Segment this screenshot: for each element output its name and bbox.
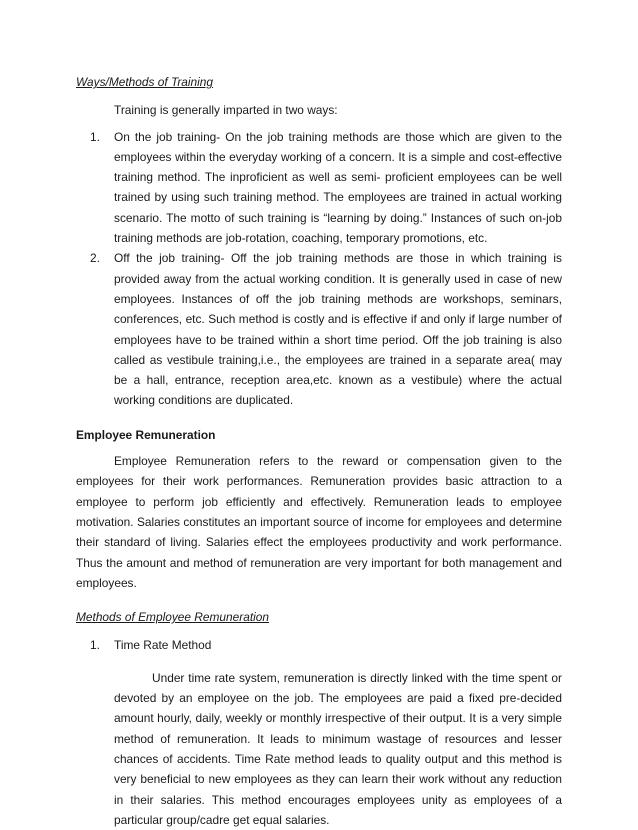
list-item-number: 2. [90, 251, 100, 266]
training-methods-list [76, 127, 562, 411]
list-item-text: Off the job training- Off the job training methods are those in which training is provided away from the actual working condition. It is generally used in case of new employees. Instances of off the job training methods are workshops, seminars, conferences, etc. Such method is costly and is effective if and only if large number of employees have to be trained within a short time period. Off the job training is also called as vestibule training,i.e., the employees are trained in a separate area( may be a hall, entrance, reception area,etc. known as a vestibule) where the actual working conditions are duplicated. [114, 251, 562, 408]
remuneration-methods-list [76, 635, 562, 655]
section-heading-remuneration-methods: Methods of Employee Remuneration [76, 610, 269, 625]
list-item [76, 127, 562, 249]
time-rate-paragraph: Under time rate system, remuneration is directly linked with the time spent or devoted by an employee on the job. The employees are paid a fixed pre-decided amount hourly, daily, weekly or monthly irrespective of their output. It is a very simple method of remuneration. It leads to minimum wastage of resources and lesser chances of accidents. Time Rate method leads to quality output and this method is very beneficial to new employees as they can learn their work without any reduction in their salaries. This method encourages employees unity as employees of a particular group/cadre get equal salaries. [114, 670, 562, 827]
list-item [76, 635, 562, 655]
list-item-title: Time Rate Method [114, 638, 212, 653]
list-item-number: 1. [90, 638, 100, 653]
list-item [76, 248, 562, 410]
list-item-text: On the job training- On the job training methods are those which are given to the employees within the everyday working of a concern. It is a simple and cost-effective training method. The inproficient as well as semi- proficient employees can be well trained by using such training method. The employees are trained in actual working scenario. The motto of such training is “learning by doing.” Instances of such on-job training methods are job-rotation, coaching, temporary promotions, etc. [114, 129, 562, 246]
document-content [76, 72, 562, 830]
training-intro: Training is generally imparted in two ways: [114, 103, 338, 118]
section-heading-employee-remuneration: Employee Remuneration [76, 427, 216, 442]
list-item-number: 1. [90, 129, 100, 144]
section-heading-training-methods: Ways/Methods of Training [76, 75, 214, 89]
remuneration-paragraph: Employee Remuneration refers to the reward or compensation given to the employees for their work performances. Remuneration provides basic attraction to a employee to perform job efficiently and effectively. Remuneration leads to employee motivation. Salaries constitutes an important source of income for employees and determine their standard of living. Salaries effect the employees productivity and work performance. Thus the amount and method of remuneration are very important for both management and employees. [76, 454, 562, 590]
